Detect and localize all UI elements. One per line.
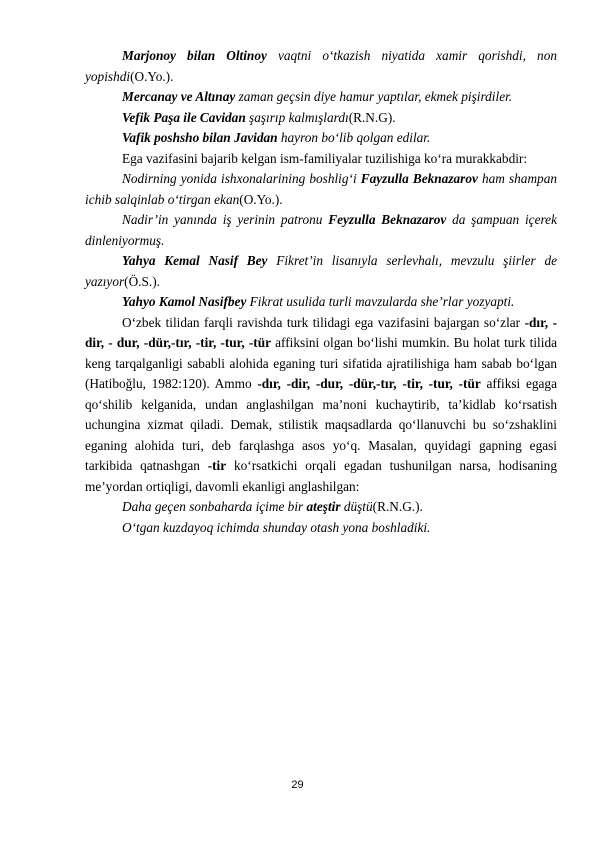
example-uzbek-5: O‘tgan kuzdayoq ichimda shunday otash yona boshladiki.	[122, 519, 431, 535]
affix-list: -dır, -dir, -dur, -dür,-tır, -tir, -tur, -tür	[257, 376, 481, 391]
subject-highlight: Fayzulla Beknazarov	[360, 171, 478, 186]
subject-highlight: Vefik Paşa ile Cavidan	[122, 109, 246, 125]
example-text: düştü	[340, 499, 373, 514]
body-paragraph: Ega vazifasini bajarib kelgan ism-familiyalar tuzilishiga ko‘ra murakkabdir:	[122, 150, 528, 166]
example-turkish-3	[85, 210, 557, 251]
example-turkish-5	[85, 497, 557, 518]
body-text: O‘zbek tilidan farqli ravishda turk tilidagi ega vazifasini bajargan so‘zlar	[122, 314, 525, 330]
example-text: Fikrat usulida turli mavzularda she’rlar yozyapti.	[246, 294, 515, 309]
example-text: Fikret’in lisanıyla serlevhalı, mevzulu şiirler de yazıyor	[85, 253, 557, 289]
example-uzbek-1	[85, 46, 557, 87]
source-ref: (R.N.G.).	[372, 499, 423, 514]
example-text: Daha geçen sonbaharda içime bir	[122, 499, 307, 514]
body-paragraph	[85, 313, 557, 498]
example-turkish-4	[85, 251, 557, 292]
source-ref: (R.N.G).	[348, 109, 396, 125]
affix: -tir	[207, 458, 227, 473]
example-text: hayron bo‘lib qolgan edilar.	[277, 130, 431, 145]
page-body	[85, 46, 557, 538]
subject-highlight: Mercanay ve Altınay	[122, 89, 236, 104]
subject-highlight: ateştir	[306, 499, 341, 514]
source-ref: (O.Yo.).	[130, 68, 174, 84]
body-text: affiksi egaga qo‘shilib kelganida, undan anglashilgan ma’noni kuchaytirib, ta’kidlab ko‘rsatish uchungina xizmat qiladi. Demak, stilistik maqsadlarda qo‘llanuvchi bu so‘zshaklini eganing alohida turi, deb farqlashga asos yo‘q. Masalan, quyidagi gapning egasi tarkibida qatnashgan	[85, 376, 557, 473]
example-turkish-2	[85, 108, 557, 129]
subject-highlight: Yahya Kemal Nasif Bey	[122, 253, 268, 268]
affix-list: -dır, -dir, - dur, -dür,-tır, -tir, -tur, -tür	[85, 314, 557, 350]
body-text: ko‘rsatkichi orqali egadan tushunilgan narsa, hodisaning me’yordan ortiqligi, davomli ekanligi anglashilgan:	[85, 458, 557, 494]
page-number: 29	[291, 779, 304, 791]
example-text: vaqtni o‘tkazish niyatida xamir qorishdi, non yopishdi	[85, 48, 557, 84]
example-text: ham shampan ichib salqinlab o‘tirgan ekan	[85, 171, 557, 207]
example-uzbek-2	[85, 128, 557, 149]
example-text: Nodirning yonida ishxonalarining boshlig‘i	[122, 171, 361, 186]
example-uzbek-3	[85, 169, 557, 210]
example-text: zaman geçsin diye hamur yaptılar, ekmek pişirdiler.	[235, 89, 513, 104]
body-text: affiksini olgan bo‘lishi mumkin. Bu holat turk tilida keng tarqalganligi sababli alohida eganing turi sifatida ajratilishiga ham sabab bo‘lgan (Hatiboğlu, 1982:120). Ammo	[85, 335, 557, 391]
example-text: Nadir’in yanında iş yerinin patronu	[122, 212, 329, 227]
source-ref: (Ö.S.).	[124, 273, 160, 289]
example-text: da şampuan içerek dinleniyormuş.	[85, 212, 557, 248]
example-text: şaşırıp kalmışlardı	[245, 109, 349, 125]
source-ref: (O.Yo.).	[239, 191, 283, 207]
subject-highlight: Yahyo Kamol Nasifbey	[122, 294, 247, 309]
subject-highlight: Marjonoy bilan Oltinoy	[122, 48, 267, 63]
subject-highlight: Feyzulla Beknazarov	[328, 212, 447, 227]
example-turkish-1	[85, 87, 557, 108]
subject-highlight: Vafik poshsho bilan Javidan	[122, 130, 278, 145]
example-uzbek-4	[85, 292, 557, 313]
